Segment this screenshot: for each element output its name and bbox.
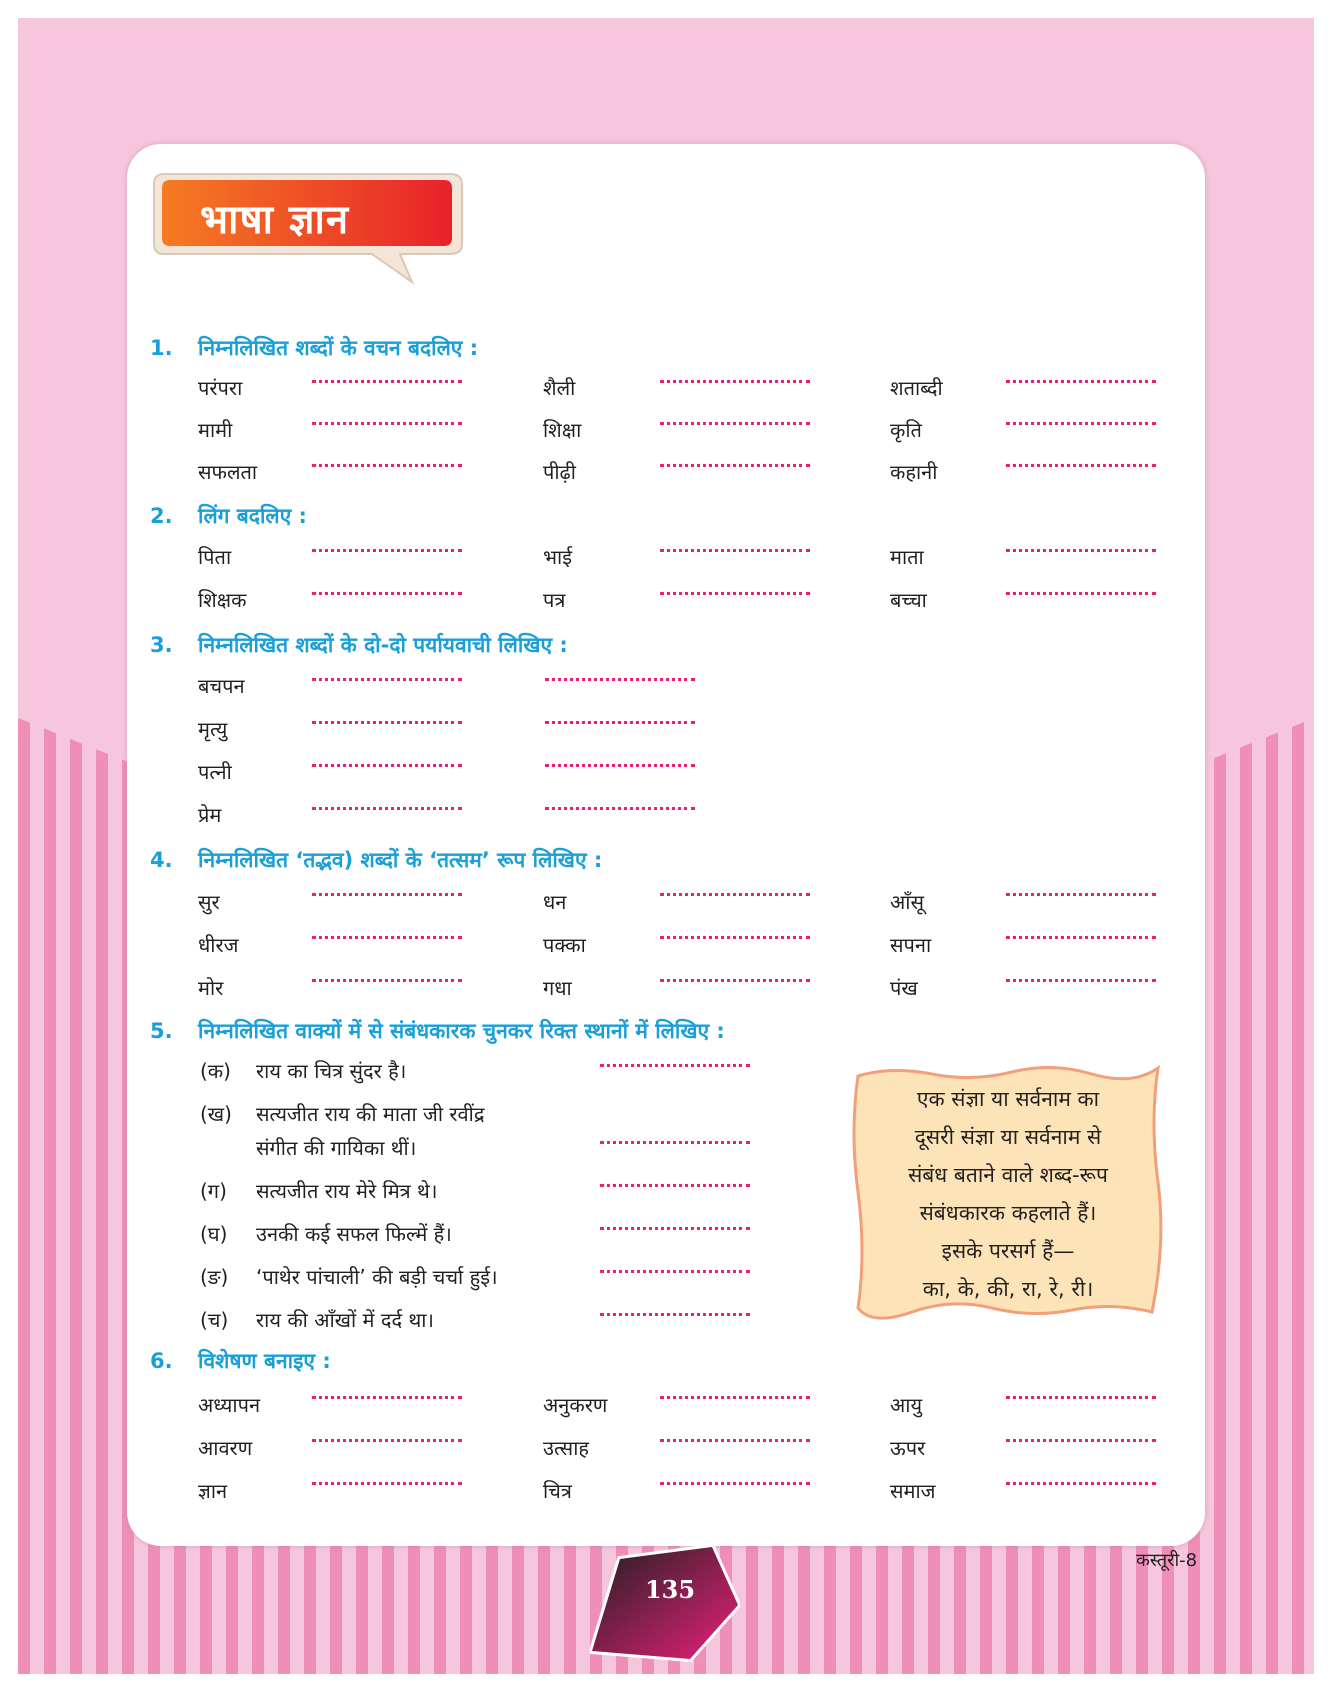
question-instruction: निम्नलिखित शब्दों के वचन बदलिए :: [198, 336, 479, 360]
answer-blank[interactable]: [1006, 422, 1156, 425]
answer-blank[interactable]: [545, 764, 695, 767]
word: परंपरा: [198, 376, 243, 400]
answer-blank[interactable]: [660, 592, 810, 595]
note-line: संबंध बताने वाले शब्द-रूप: [908, 1163, 1108, 1187]
question-1-heading: [150, 334, 478, 364]
answer-blank[interactable]: [660, 1482, 810, 1485]
answer-blank[interactable]: [545, 678, 695, 681]
answer-blank[interactable]: [312, 1396, 462, 1399]
sentence-marker: (च): [200, 1308, 229, 1332]
sentence-item: [200, 1174, 437, 1208]
sentence-text: ‘पाथेर पांचाली’ की बड़ी चर्चा हुई।: [256, 1265, 498, 1289]
answer-blank[interactable]: [600, 1313, 750, 1316]
page-title: भाषा ज्ञान: [200, 197, 350, 243]
note-line: एक संज्ञा या सर्वनाम का: [916, 1087, 1100, 1111]
question-instruction: विशेषण बनाइए :: [198, 1349, 331, 1373]
answer-blank[interactable]: [600, 1064, 750, 1067]
word: कृति: [890, 418, 922, 442]
question-number: 3.: [150, 633, 173, 657]
word: उत्साह: [543, 1436, 589, 1460]
word: शताब्दी: [890, 376, 943, 400]
book-label: कस्तूरी-8: [1136, 1550, 1198, 1571]
answer-blank[interactable]: [660, 549, 810, 552]
word: धीरज: [198, 933, 239, 957]
answer-blank[interactable]: [1006, 936, 1156, 939]
answer-blank[interactable]: [1006, 1396, 1156, 1399]
sentence-text-continued: संगीत की गायिका थीं।: [256, 1136, 417, 1160]
question-instruction: निम्नलिखित ‘तद्भव) शब्दों के ‘तत्सम’ रूप लिखिए :: [198, 848, 603, 872]
word: सफलता: [198, 460, 258, 484]
sentence-text: राय का चित्र सुंदर है।: [256, 1059, 407, 1083]
sentence-item: [200, 1217, 452, 1251]
word: अध्यापन: [198, 1393, 261, 1417]
word: आँसू: [890, 890, 924, 914]
answer-blank[interactable]: [600, 1184, 750, 1187]
word: मृत्यु: [198, 717, 228, 741]
word: माता: [890, 545, 924, 569]
word: पत्नी: [198, 760, 232, 784]
sentence-text: राय की आँखों में दर्द था।: [256, 1308, 435, 1332]
question-5-heading: [150, 1017, 725, 1047]
question-number: 4.: [150, 848, 173, 872]
word: धन: [543, 890, 567, 914]
word: पत्र: [543, 588, 566, 612]
sentence-item: [200, 1097, 484, 1165]
grammar-note: [860, 1080, 1156, 1308]
word: कहानी: [890, 460, 938, 484]
answer-blank[interactable]: [312, 549, 462, 552]
answer-blank[interactable]: [312, 380, 462, 383]
page-number: 135: [644, 1575, 696, 1604]
answer-blank[interactable]: [1006, 592, 1156, 595]
answer-blank[interactable]: [312, 764, 462, 767]
sentence-item: [200, 1054, 406, 1088]
sentence-marker: (क): [200, 1059, 231, 1083]
word: पंख: [890, 976, 918, 1000]
word: चित्र: [543, 1479, 572, 1503]
answer-blank[interactable]: [545, 807, 695, 810]
answer-blank[interactable]: [1006, 1439, 1156, 1442]
word: सपना: [890, 933, 932, 957]
note-line: संबंधकारक कहलाते हैं।: [919, 1201, 1097, 1225]
answer-blank[interactable]: [600, 1270, 750, 1273]
word: शिक्षा: [543, 418, 582, 442]
sentence-text: उनकी कई सफल फिल्में हैं।: [256, 1222, 452, 1246]
answer-blank[interactable]: [660, 422, 810, 425]
answer-blank[interactable]: [312, 592, 462, 595]
sentence-marker: (ङ): [200, 1265, 229, 1289]
answer-blank[interactable]: [660, 1396, 810, 1399]
question-number: 6.: [150, 1349, 173, 1373]
answer-blank[interactable]: [312, 893, 462, 896]
question-6-heading: [150, 1347, 331, 1377]
word: ज्ञान: [198, 1479, 228, 1503]
answer-blank[interactable]: [600, 1141, 750, 1144]
answer-blank[interactable]: [312, 464, 462, 467]
answer-blank[interactable]: [1006, 979, 1156, 982]
word: आवरण: [198, 1436, 253, 1460]
answer-blank[interactable]: [312, 678, 462, 681]
question-2-heading: [150, 502, 307, 532]
note-line: का, के, की, रा, रे, री।: [922, 1277, 1094, 1301]
word: बच्चा: [890, 588, 927, 612]
answer-blank[interactable]: [312, 422, 462, 425]
word: मामी: [198, 418, 233, 442]
answer-blank[interactable]: [1006, 893, 1156, 896]
answer-blank[interactable]: [312, 936, 462, 939]
question-number: 5.: [150, 1019, 173, 1043]
word: ऊपर: [890, 1436, 926, 1460]
sentence-item: [200, 1260, 498, 1294]
word: पक्का: [543, 933, 586, 957]
word: पिता: [198, 545, 232, 569]
word: पीढ़ी: [543, 460, 576, 484]
note-line: इसके परसर्ग हैं—: [941, 1239, 1075, 1263]
answer-blank[interactable]: [545, 721, 695, 724]
word: शैली: [543, 376, 576, 400]
answer-blank[interactable]: [312, 979, 462, 982]
answer-blank[interactable]: [1006, 464, 1156, 467]
word: शिक्षक: [198, 588, 247, 612]
word: बचपन: [198, 674, 245, 698]
question-4-heading: [150, 846, 602, 876]
answer-blank[interactable]: [660, 1439, 810, 1442]
answer-blank[interactable]: [660, 979, 810, 982]
answer-blank[interactable]: [660, 464, 810, 467]
sentence-text: सत्यजीत राय मेरे मित्र थे।: [256, 1179, 438, 1203]
word: सुर: [198, 890, 220, 914]
answer-blank[interactable]: [1006, 380, 1156, 383]
question-number: 1.: [150, 336, 173, 360]
note-line: दूसरी संज्ञा या सर्वनाम से: [914, 1125, 1102, 1149]
answer-blank[interactable]: [1006, 549, 1156, 552]
word: भाई: [543, 545, 573, 569]
question-instruction: लिंग बदलिए :: [198, 504, 307, 528]
sentence-marker: (ग): [200, 1179, 227, 1203]
answer-blank[interactable]: [600, 1227, 750, 1230]
word: मोर: [198, 976, 224, 1000]
question-3-heading: [150, 631, 568, 661]
answer-blank[interactable]: [312, 1482, 462, 1485]
sentence-marker: (ख): [200, 1102, 232, 1126]
answer-blank[interactable]: [312, 807, 462, 810]
answer-blank[interactable]: [312, 721, 462, 724]
sentence-marker: (घ): [200, 1222, 228, 1246]
question-instruction: निम्नलिखित वाक्यों में से संबंधकारक चुनकर रिक्त स्थानों में लिखिए :: [198, 1019, 725, 1043]
question-instruction: निम्नलिखित शब्दों के दो-दो पर्यायवाची लिखिए :: [198, 633, 568, 657]
answer-blank[interactable]: [1006, 1482, 1156, 1485]
word: गधा: [543, 976, 572, 1000]
sentence-text: सत्यजीत राय की माता जी रवींद्र: [256, 1102, 485, 1126]
word: आयु: [890, 1393, 923, 1417]
word: अनुकरण: [543, 1393, 608, 1417]
answer-blank[interactable]: [660, 893, 810, 896]
answer-blank[interactable]: [312, 1439, 462, 1442]
answer-blank[interactable]: [660, 380, 810, 383]
word: प्रेम: [198, 803, 222, 827]
question-number: 2.: [150, 504, 173, 528]
answer-blank[interactable]: [660, 936, 810, 939]
word: समाज: [890, 1479, 936, 1503]
sentence-item: [200, 1303, 434, 1337]
page-number-badge: [590, 1545, 740, 1665]
